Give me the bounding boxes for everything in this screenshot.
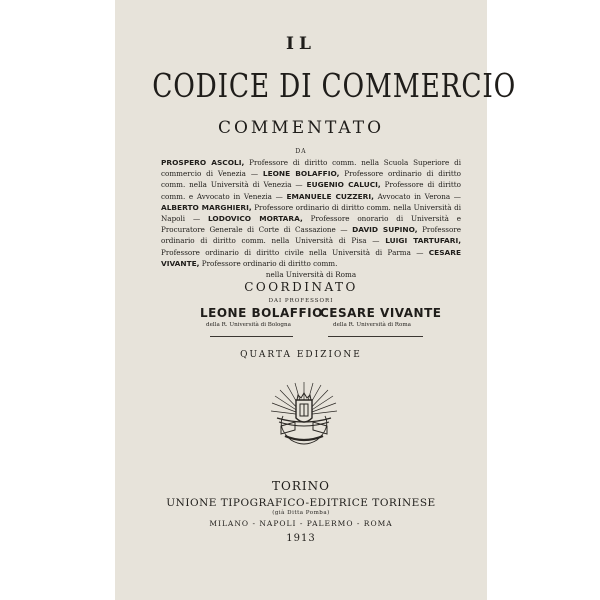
- author-name: LODOVICO MORTARA,: [207, 214, 303, 224]
- author-description: Professore di diritto comm. e Avvocato in Venezia —: [161, 180, 462, 201]
- coordinated-label: COORDINATO: [244, 280, 358, 294]
- author-name: ALBERTO MARGHIERI,: [161, 202, 252, 212]
- author-description: Professore ordinario di diritto comm.: [199, 258, 338, 268]
- authors-last-line: nella Università di Roma: [265, 270, 357, 280]
- book-title: CODICE DI COMMERCIO: [152, 66, 517, 105]
- publisher-name: UNIONE TIPOGRAFICO-EDITRICE TORINESE: [166, 497, 436, 509]
- author-description: Avvocato in Verona —: [373, 191, 461, 201]
- divider-rule: [328, 336, 423, 337]
- divider-rule: [210, 336, 293, 337]
- publisher-city: TORINO: [272, 479, 330, 493]
- editor-1-affiliation: della R. Università di Bologna: [206, 322, 291, 328]
- author-description: Professore ordinario di diritto comm. nella Università di Venezia —: [161, 169, 461, 190]
- authors-list: [161, 158, 461, 268]
- editor-2-affiliation: della R. Università di Roma: [333, 322, 411, 328]
- authors-paragraph: [161, 157, 461, 280]
- author-name: LUIGI TARTUFARI,: [385, 236, 461, 246]
- author-name: EUGENIO CALUCI,: [306, 180, 381, 190]
- author-name: EMANUELE CUZZERI,: [286, 191, 374, 201]
- author-description: Professore ordinario di diritto civile nella Università di Parma —: [161, 247, 429, 257]
- by-professors-label: DAI PROFESSORI: [268, 298, 334, 304]
- publisher-emblem-icon: [267, 378, 341, 452]
- author-name: PROSPERO ASCOLI,: [161, 158, 245, 167]
- author-description: Professore ordinario di diritto comm. nella Università di Napoli —: [161, 202, 461, 224]
- editor-1-name: LEONE BOLAFFIO: [200, 306, 323, 320]
- author-description: Professore onorario di Università e Procuratore Generale di Corte di Cassazione —: [161, 214, 461, 235]
- author-name: LEONE BOLAFFIO,: [262, 169, 340, 179]
- title-article: IL: [286, 34, 316, 54]
- publication-year: 1913: [286, 533, 316, 544]
- editor-2-name: CESARE VIVANTE: [320, 306, 442, 320]
- author-name: DAVID SUPINO,: [352, 225, 418, 235]
- book-subtitle: COMMENTATO: [217, 118, 385, 138]
- by-label: DA: [295, 148, 307, 155]
- edition-label: QUARTA EDIZIONE: [240, 350, 362, 360]
- publisher-branches: MILANO - NAPOLI - PALERMO - ROMA: [209, 519, 393, 528]
- title-page: [115, 0, 517, 600]
- author-description: Professore di diritto comm. nella Scuola Superiore di commercio di Venezia —: [161, 158, 461, 179]
- publisher-former-name: (già Ditta Pomba): [272, 510, 330, 516]
- author-description: Professore ordinario di diritto comm. nella Università di Pisa —: [161, 225, 461, 246]
- author-name: CESARE VIVANTE,: [161, 247, 461, 268]
